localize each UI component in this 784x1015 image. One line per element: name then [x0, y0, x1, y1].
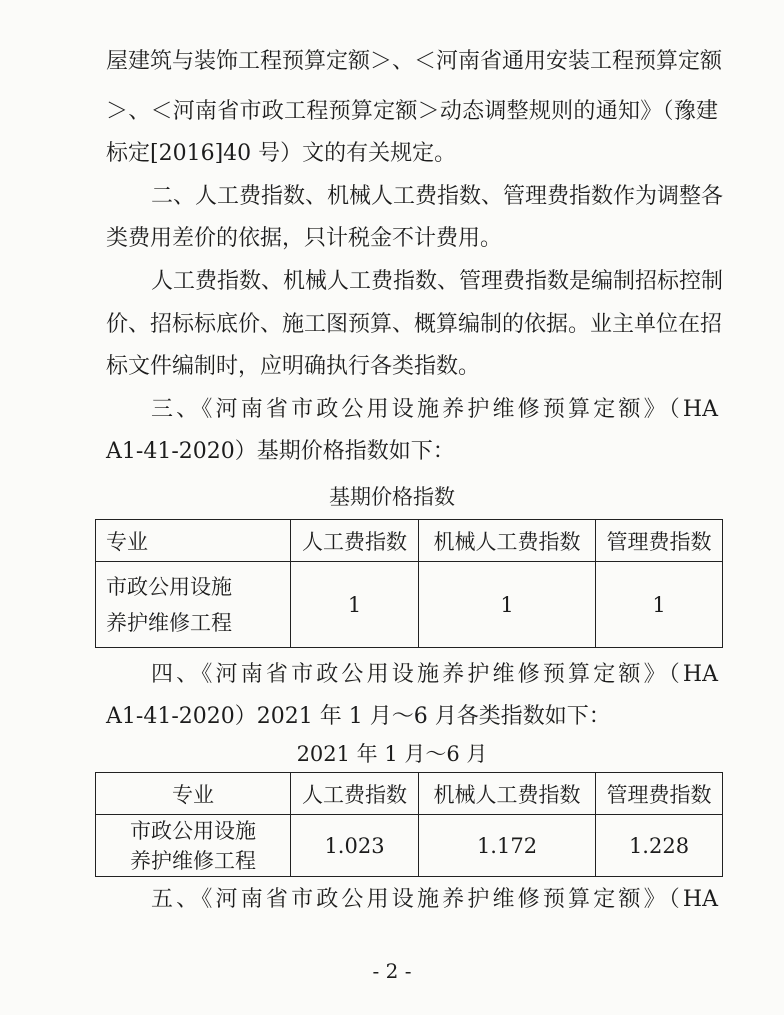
table-caption: 基期价格指数: [329, 485, 455, 509]
table-header-row: [96, 773, 723, 815]
paragraph-line: ＞、＜河南省市政工程预算定额＞动态调整规则的通知》（豫建: [106, 99, 718, 124]
paragraph-line: 屋建筑与装饰工程预算定额＞、＜河南省通用安装工程预算定额: [106, 49, 723, 74]
paragraph-line: A1-41-2020）基期价格指数如下：: [106, 439, 455, 464]
table-row: [96, 562, 723, 648]
row-label-cell: [96, 815, 291, 877]
table-header-row: [96, 520, 723, 562]
table-row: [96, 815, 723, 877]
header-cell-management-index: 管理费指数: [596, 520, 723, 562]
row-label-line: 市政公用设施: [130, 818, 256, 843]
base-price-index-table: [95, 519, 723, 648]
header-cell-specialty: 专业: [96, 773, 291, 815]
row-label-line: 市政公用设施: [106, 574, 232, 599]
paragraph-line: A1-41-2020）2021 年 1 月～6 月各类指数如下：: [106, 704, 611, 729]
labor-index-value: 1.023: [291, 815, 419, 877]
table-caption: 2021 年 1 月～6 月: [296, 742, 488, 766]
period-index-table: [95, 772, 723, 877]
paragraph-line: 标文件编制时，应明确执行各类指数。: [106, 354, 481, 379]
management-index-value: 1: [596, 562, 723, 648]
paragraph-line: 四、《河南省市政公用设施养护维修预算定额》（HA: [151, 662, 718, 687]
machine-labor-index-value: 1: [419, 562, 596, 648]
paragraph-line: 三、《河南省市政公用设施养护维修预算定额》（HA: [151, 397, 718, 422]
paragraph-line: 类费用差价的依据，只计税金不计费用。: [106, 226, 503, 251]
management-index-value: 1.228: [596, 815, 723, 877]
header-cell-machine-labor-index: 机械人工费指数: [419, 520, 596, 562]
page-number: - 2 -: [372, 959, 412, 983]
paragraph-line: 人工费指数、机械人工费指数、管理费指数是编制招标控制: [151, 269, 724, 294]
header-cell-management-index: 管理费指数: [596, 773, 723, 815]
row-label-line: 养护维修工程: [106, 610, 232, 635]
paragraph-line: 五、《河南省市政公用设施养护维修预算定额》（HA: [151, 887, 718, 912]
row-label-line: 养护维修工程: [130, 848, 256, 873]
paragraph-line: 价、招标标底价、施工图预算、概算编制的依据。业主单位在招: [106, 312, 723, 337]
header-cell-labor-index: 人工费指数: [291, 520, 419, 562]
paragraph-line: 标定[2016]40 号）文的有关规定。: [106, 141, 457, 166]
header-cell-machine-labor-index: 机械人工费指数: [419, 773, 596, 815]
header-cell-labor-index: 人工费指数: [291, 773, 419, 815]
labor-index-value: 1: [291, 562, 419, 648]
machine-labor-index-value: 1.172: [419, 815, 596, 877]
row-label-cell: [96, 562, 291, 648]
header-cell-specialty: 专业: [96, 520, 291, 562]
paragraph-line: 二、人工费指数、机械人工费指数、管理费指数作为调整各: [151, 184, 724, 209]
